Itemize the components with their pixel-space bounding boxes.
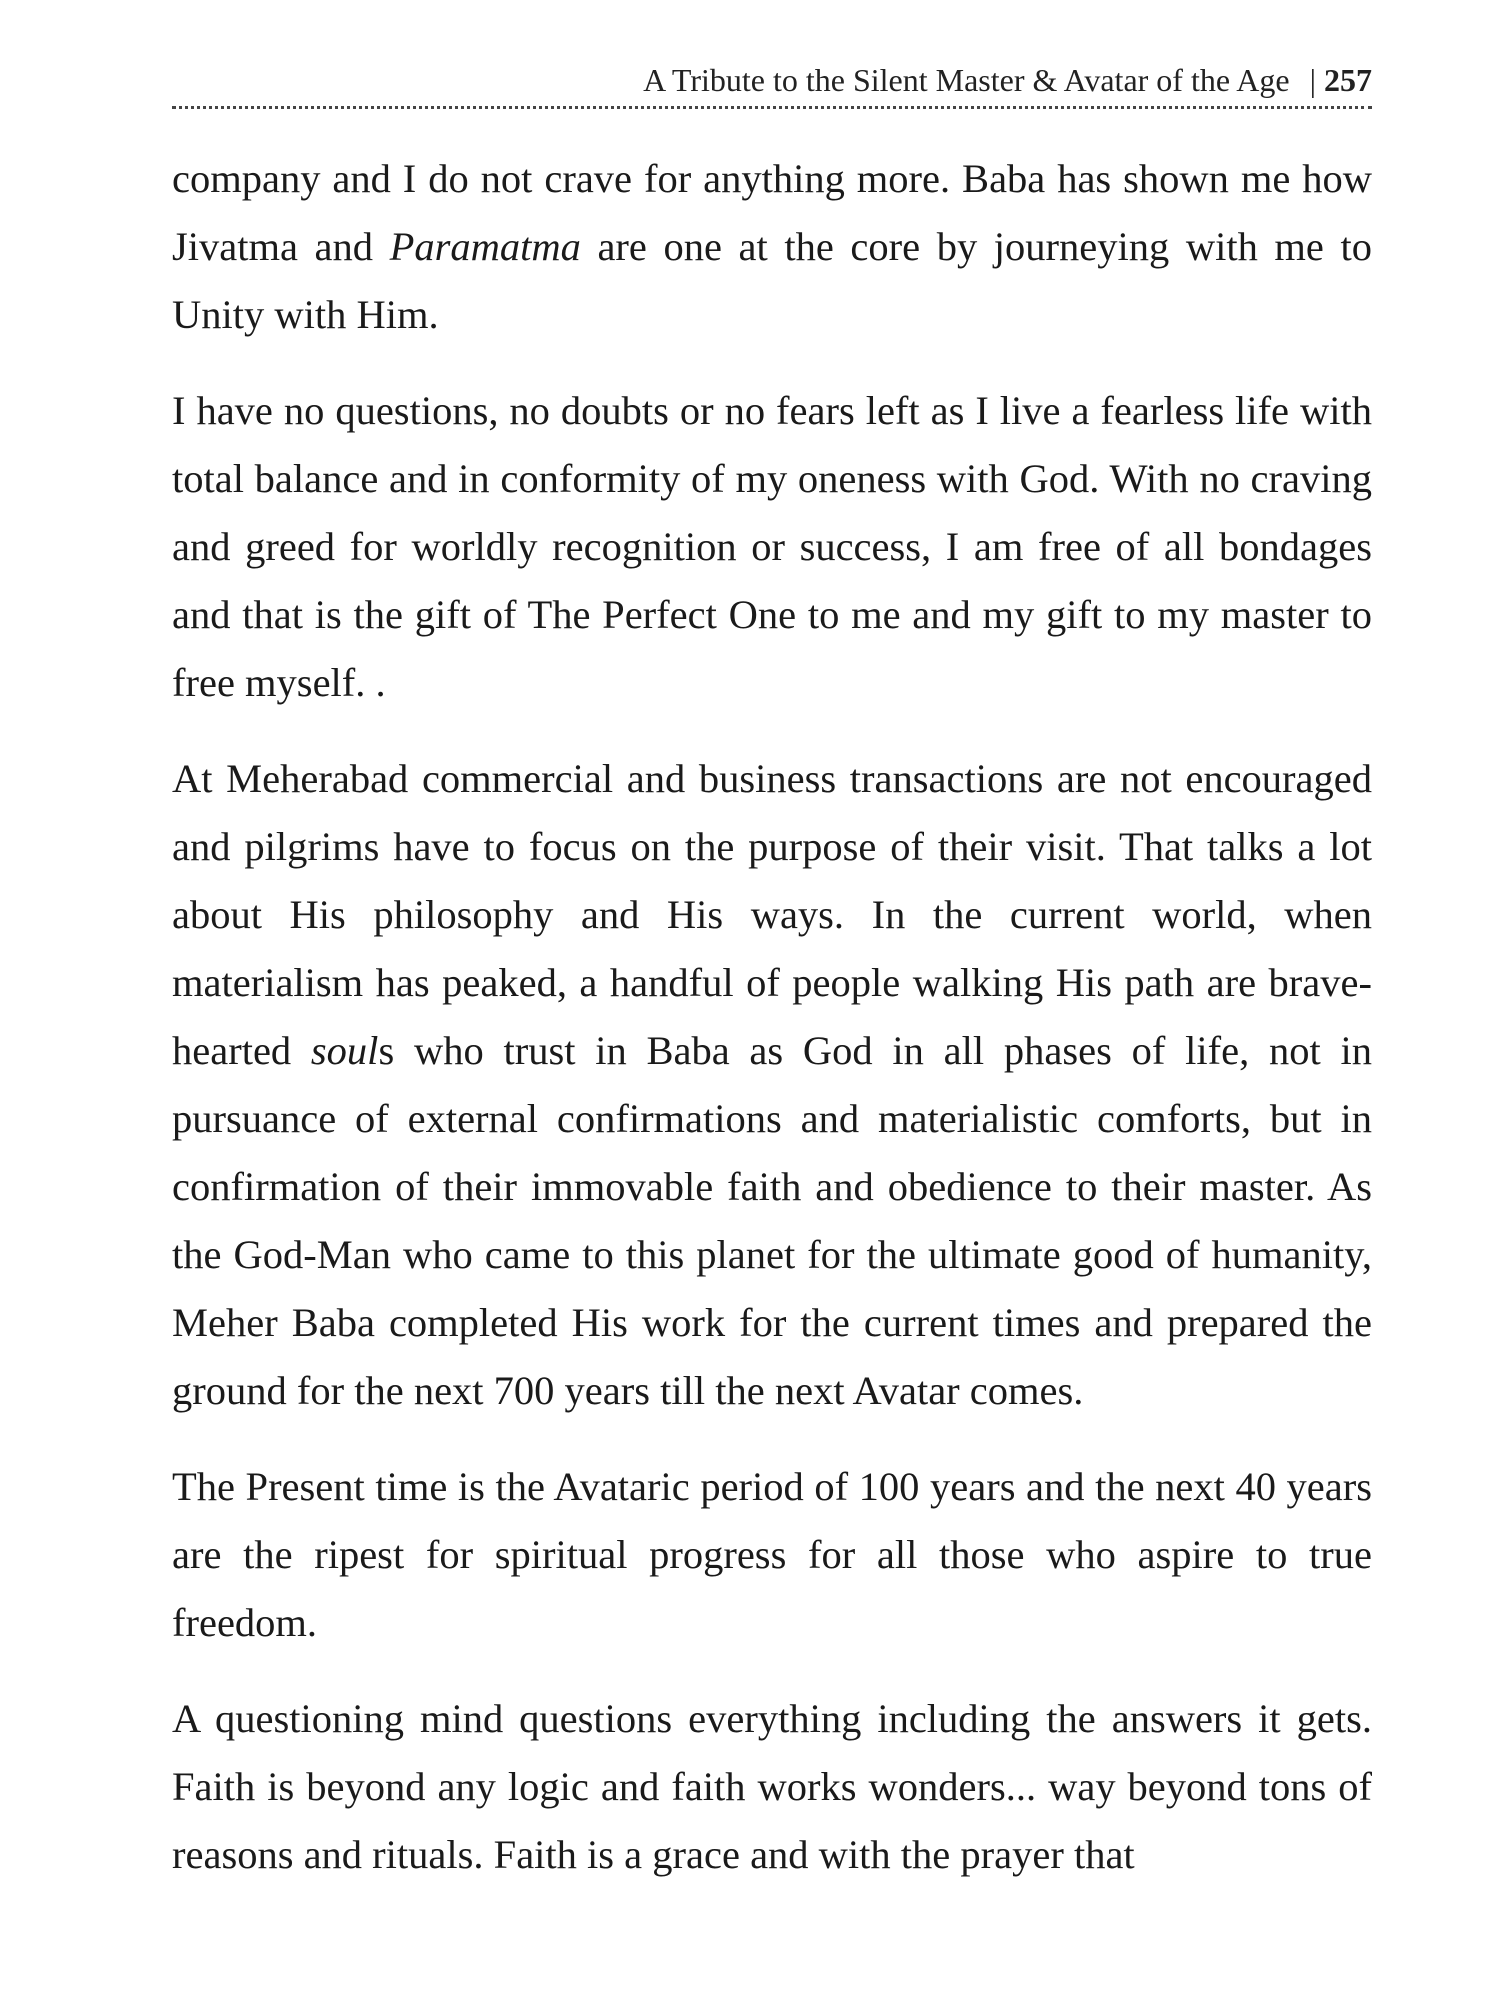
italic-term-soul: soul bbox=[310, 1028, 379, 1073]
paragraph-5: A questioning mind questions everything including the answers it gets. Faith is beyond any logic and faith works wonders... way beyond tons of reasons and rituals. Faith is a grace and with the prayer that bbox=[172, 1696, 1372, 1877]
running-header bbox=[172, 60, 1372, 100]
paragraph-2: I have no questions, no doubts or no fears left as I live a fearless life with total balance and in conformity of my oneness with God. With no craving and greed for worldly recognition or success, I am free of all bondages and that is the gift of The Perfect One to me and my gift to my master to free myself. . bbox=[172, 388, 1372, 705]
body-text bbox=[172, 145, 1372, 1917]
italic-term-paramatma: Paramatma bbox=[389, 224, 581, 269]
paragraph-4: The Present time is the Avataric period of 100 years and the next 40 years are the ripest for spiritual progress for all those who aspire to true freedom. bbox=[172, 1464, 1372, 1645]
header-separator: | bbox=[1309, 62, 1316, 98]
paragraph-3: At Meherabad commercial and business transactions are not encouraged and pilgrims have to focus on the purpose of their visit. That talks a lot about His philosophy and His ways. In the current world, when materialism has peaked, a handful of people walking His path are brave-hearted souls who trust in Baba as God in all phases of life, not in pursuance of external confirmations and materialistic comforts, but in confirmation of their immovable faith and obedience to their master. As the God-Man who came to this planet for the ultimate good of humanity, Meher Baba completed His work for the current times and prepared the ground for the next 700 years till the next Avatar comes. bbox=[172, 756, 1372, 1413]
paragraph-1: company and I do not crave for anything more. Baba has shown me how Jivatma and Paramatma are one at the core by journeying with me to Unity with Him. bbox=[172, 156, 1372, 337]
header-dotted-rule bbox=[172, 106, 1372, 109]
header-title: A Tribute to the Silent Master & Avatar of the Age bbox=[643, 62, 1290, 98]
page-number: 257 bbox=[1324, 62, 1372, 98]
